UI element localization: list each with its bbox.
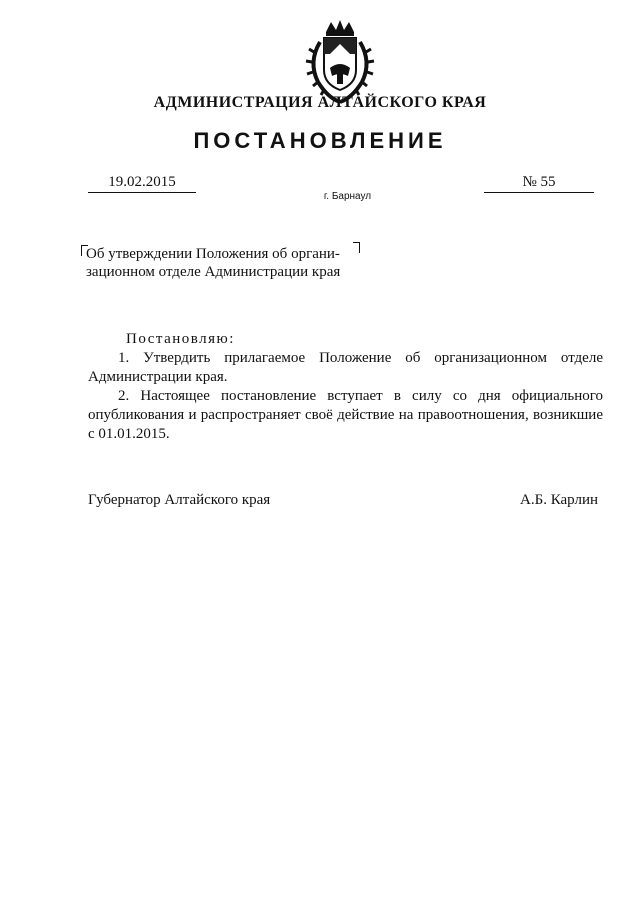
resolution-item-1: 1. Утвердить прилагаемое Положение об организационном отделе Администрации края. [88,350,603,385]
document-subject [86,245,386,281]
coat-of-arms-emblem [300,18,380,106]
document-date: 19.02.2015 [88,174,196,193]
organization-title: АДМИНИСТРАЦИЯ АЛТАЙСКОГО КРАЯ [153,94,487,111]
subject-line-1: Об утверждении Положения об органи- [86,246,340,262]
signatory-title: Губернатор Алтайского края [88,492,271,508]
document-body [88,330,603,444]
document-city: г. Барнаул [323,191,372,202]
subject-line-2: зационном отделе Администрации края [86,264,341,280]
resolve-word: Постановляю: [126,331,235,347]
resolution-item-2: 2. Настоящее постановление вступает в силу со дня официального опубликования и распространяет своё действие на правоотношения, возникшие с 01.01.2015. [88,388,603,442]
signatory-name: А.Б. Карлин [520,492,599,508]
document-number: № 55 [484,174,594,193]
document-type-heading: ПОСТАНОВЛЕНИЕ [193,128,447,153]
